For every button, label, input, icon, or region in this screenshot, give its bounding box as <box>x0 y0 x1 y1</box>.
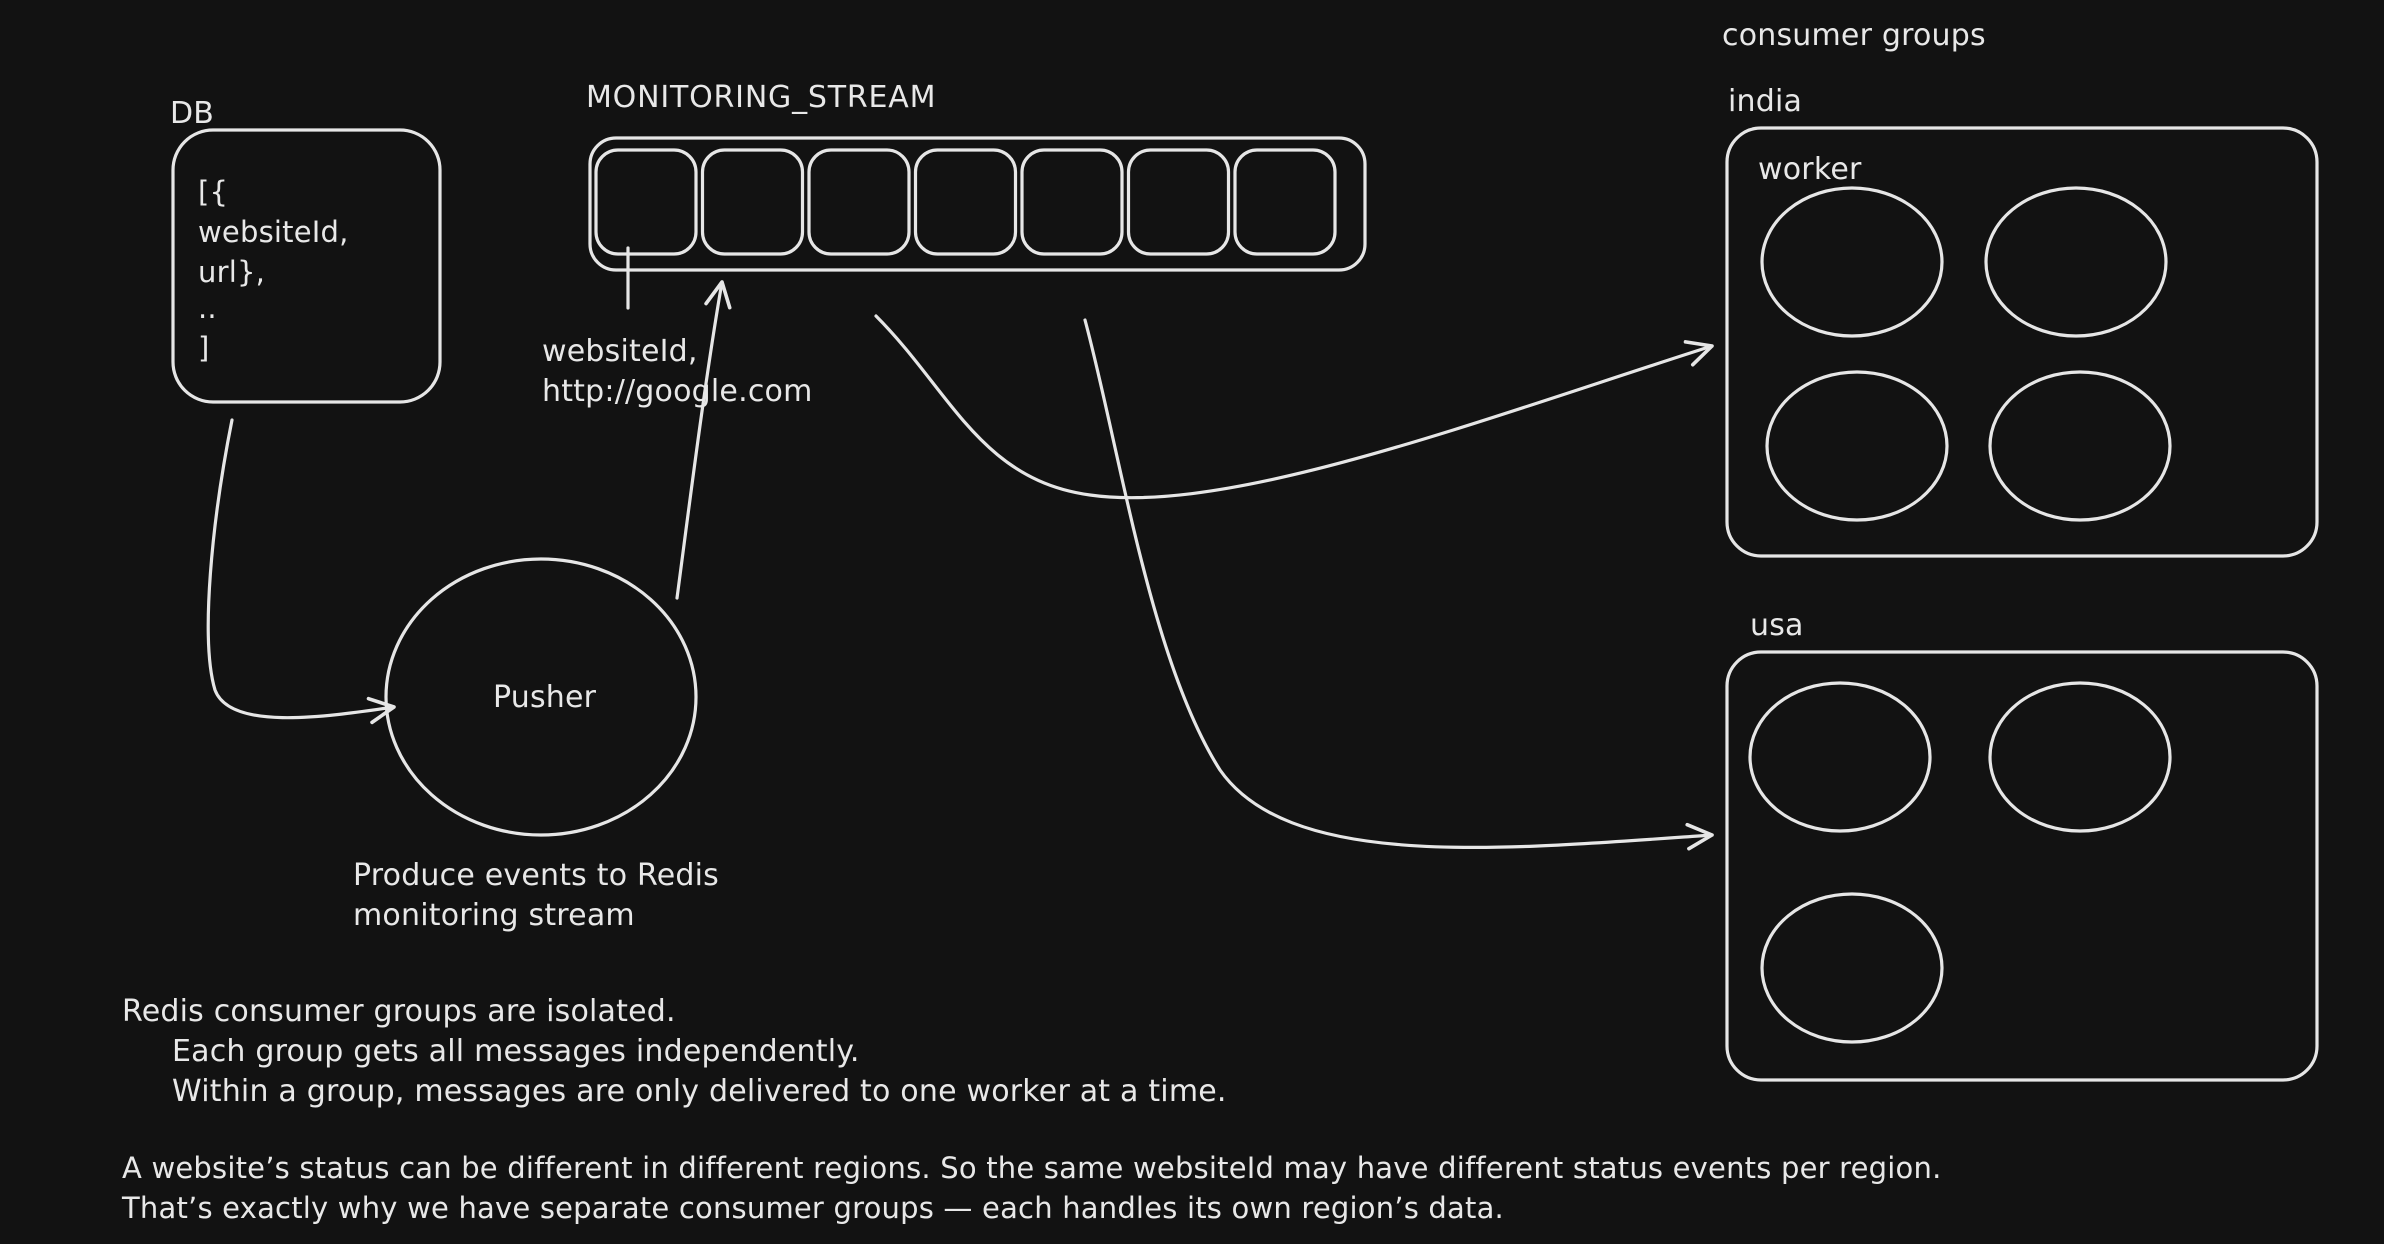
stream-slot <box>596 150 696 254</box>
worker-circle <box>1762 894 1942 1042</box>
stream-slot <box>703 150 803 254</box>
stream-slots <box>596 150 1335 254</box>
consumer-groups-title: consumer groups <box>1722 18 1986 53</box>
workers-india <box>1762 188 2170 520</box>
stream-slot <box>809 150 909 254</box>
db-content-line: .. <box>198 291 217 325</box>
worker-circle <box>1986 188 2166 336</box>
pusher-label: Pusher <box>493 680 597 715</box>
note-line: Redis consumer groups are isolated. <box>122 994 676 1029</box>
db-content-line: [{ <box>198 175 229 209</box>
note-paragraph-line: A website’s status can be different in different regions. So the same websiteId may have different status events per region. <box>122 1151 1942 1185</box>
worker-circle <box>1767 372 1947 520</box>
note-line: Within a group, messages are only delivered to one worker at a time. <box>172 1074 1227 1109</box>
stream-event-label: http://google.com <box>542 374 813 409</box>
pusher-caption: Produce events to Redis <box>353 858 719 893</box>
group-name-usa: usa <box>1750 608 1804 643</box>
worker-circle <box>1762 188 1942 336</box>
arrow-stream-to-usa <box>1085 320 1712 847</box>
db-content-line: ] <box>198 331 210 365</box>
worker-circle <box>1750 683 1930 831</box>
stream-title: MONITORING_STREAM <box>586 80 937 115</box>
stream-slot <box>1235 150 1335 254</box>
stream-event-label: websiteId, <box>542 334 698 369</box>
worker-circle <box>1990 372 2170 520</box>
db-content-line: websiteId, <box>198 215 349 249</box>
db-content-line: url}, <box>198 255 266 289</box>
group-box-india <box>1727 128 2317 556</box>
arrow-db-to-pusher <box>208 420 394 718</box>
worker-label: worker <box>1758 152 1862 187</box>
pusher-caption: monitoring stream <box>353 898 635 933</box>
stream-slot <box>1129 150 1229 254</box>
note-line: Each group gets all messages independently. <box>172 1034 860 1069</box>
arrow-stream-to-india <box>876 316 1712 498</box>
arrow-pusher-to-stream <box>677 282 722 598</box>
group-name-india: india <box>1728 84 1803 119</box>
note-paragraph-line: That’s exactly why we have separate consumer groups — each handles its own region’s data. <box>122 1191 1504 1225</box>
db-title: DB <box>170 96 215 131</box>
group-box-usa <box>1727 652 2317 1080</box>
stream-slot <box>1022 150 1122 254</box>
worker-circle <box>1990 683 2170 831</box>
workers-usa <box>1750 683 2170 1042</box>
stream-slot <box>916 150 1016 254</box>
